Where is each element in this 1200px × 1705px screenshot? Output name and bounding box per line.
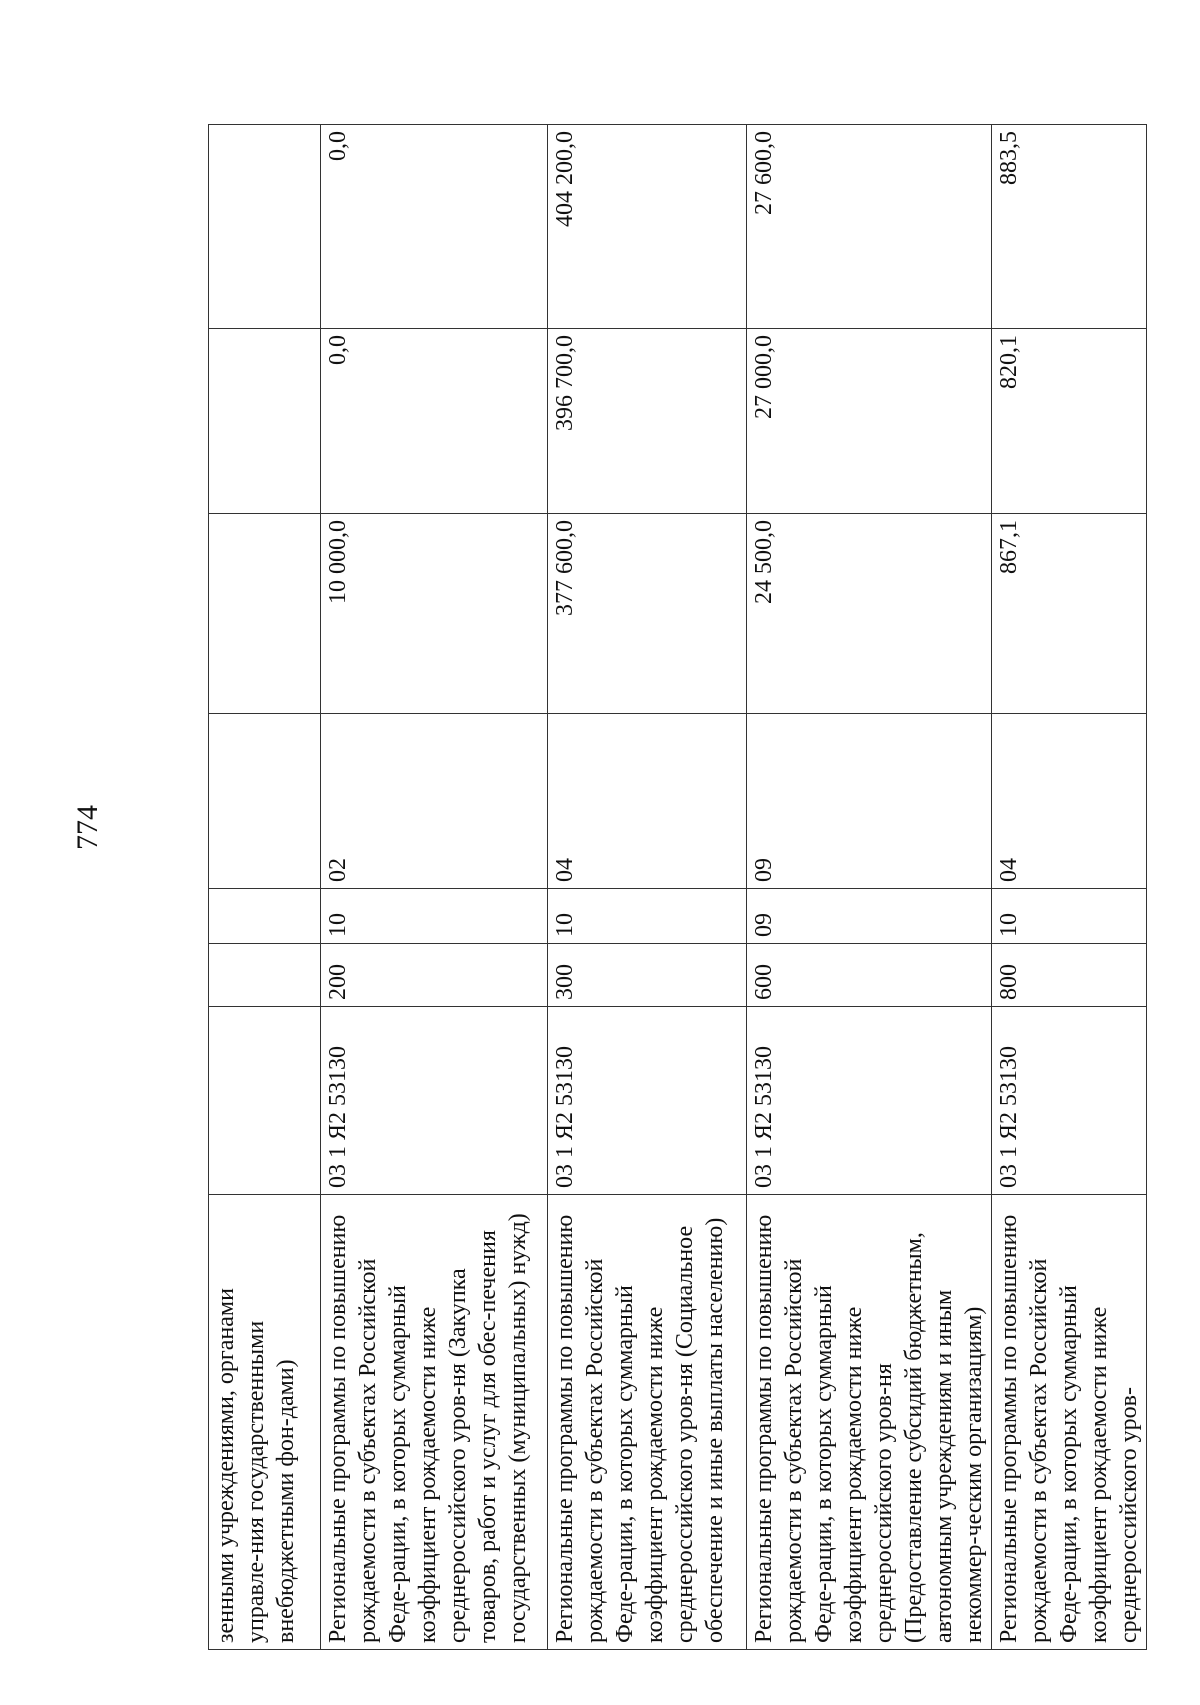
cell-subsection: 02 <box>321 714 548 889</box>
cell-expense-type <box>209 944 321 1007</box>
cell-section: 09 <box>747 889 992 944</box>
cell-name: Региональные программы по повышению рождаемости в субъектах Российской Феде-рации, в которых суммарный коэффициент рождаемости ниже среднероссийского уров-ня (Закупка товаров, работ и услуг для обес-печения государственных (муниципальных) нужд) <box>321 1195 548 1650</box>
cell-subsection <box>209 714 321 889</box>
cell-subsection: 04 <box>992 714 1147 889</box>
cell-section: 10 <box>321 889 548 944</box>
cell-target-article: 03 1 Я2 53130 <box>992 1007 1147 1195</box>
cell-amount-1 <box>209 514 321 714</box>
cell-amount-2 <box>209 329 321 514</box>
cell-name: зенными учреждениями, органами управле-ния государственными внебюджетными фон-дами) <box>209 1195 321 1650</box>
cell-target-article: 03 1 Я2 53130 <box>747 1007 992 1195</box>
cell-target-article <box>209 1007 321 1195</box>
cell-expense-type: 600 <box>747 944 992 1007</box>
page-number: 774 <box>71 805 104 850</box>
cell-section: 10 <box>992 889 1147 944</box>
cell-amount-1: 24 500,0 <box>747 514 992 714</box>
cell-amount-2: 820,1 <box>992 329 1147 514</box>
cell-expense-type: 200 <box>321 944 548 1007</box>
cell-amount-3: 27 600,0 <box>747 125 992 329</box>
cell-target-article: 03 1 Я2 53130 <box>321 1007 548 1195</box>
budget-table <box>208 124 1147 1650</box>
cell-amount-1: 10 000,0 <box>321 514 548 714</box>
table-row <box>548 125 747 1650</box>
cell-section: 10 <box>548 889 747 944</box>
cell-amount-3: 404 200,0 <box>548 125 747 329</box>
cell-target-article: 03 1 Я2 53130 <box>548 1007 747 1195</box>
cell-subsection: 04 <box>548 714 747 889</box>
table-row <box>992 125 1147 1650</box>
cell-amount-1: 377 600,0 <box>548 514 747 714</box>
budget-table-container <box>208 125 1142 1650</box>
table-row <box>209 125 321 1650</box>
table-row <box>321 125 548 1650</box>
table-row <box>747 125 992 1650</box>
cell-amount-2: 396 700,0 <box>548 329 747 514</box>
cell-amount-2: 0,0 <box>321 329 548 514</box>
cell-expense-type: 800 <box>992 944 1147 1007</box>
cell-name: Региональные программы по повышению рождаемости в субъектах Российской Феде-рации, в которых суммарный коэффициент рождаемости ниже среднероссийского уров-ня (Социальное обеспечение и иные выплаты населению) <box>548 1195 747 1650</box>
cell-name: Региональные программы по повышению рождаемости в субъектах Российской Феде-рации, в которых суммарный коэффициент рождаемости ниже среднероссийского уров- <box>992 1195 1147 1650</box>
cell-section <box>209 889 321 944</box>
cell-amount-3 <box>209 125 321 329</box>
cell-amount-3: 883,5 <box>992 125 1147 329</box>
cell-name: Региональные программы по повышению рождаемости в субъектах Российской Феде-рации, в которых суммарный коэффициент рождаемости ниже среднероссийского уров-ня (Предоставление субсидий бюджетным, автономным учреждениям и иным некоммер-ческим организациям) <box>747 1195 992 1650</box>
cell-amount-2: 27 000,0 <box>747 329 992 514</box>
cell-expense-type: 300 <box>548 944 747 1007</box>
cell-amount-3: 0,0 <box>321 125 548 329</box>
cell-amount-1: 867,1 <box>992 514 1147 714</box>
cell-subsection: 09 <box>747 714 992 889</box>
